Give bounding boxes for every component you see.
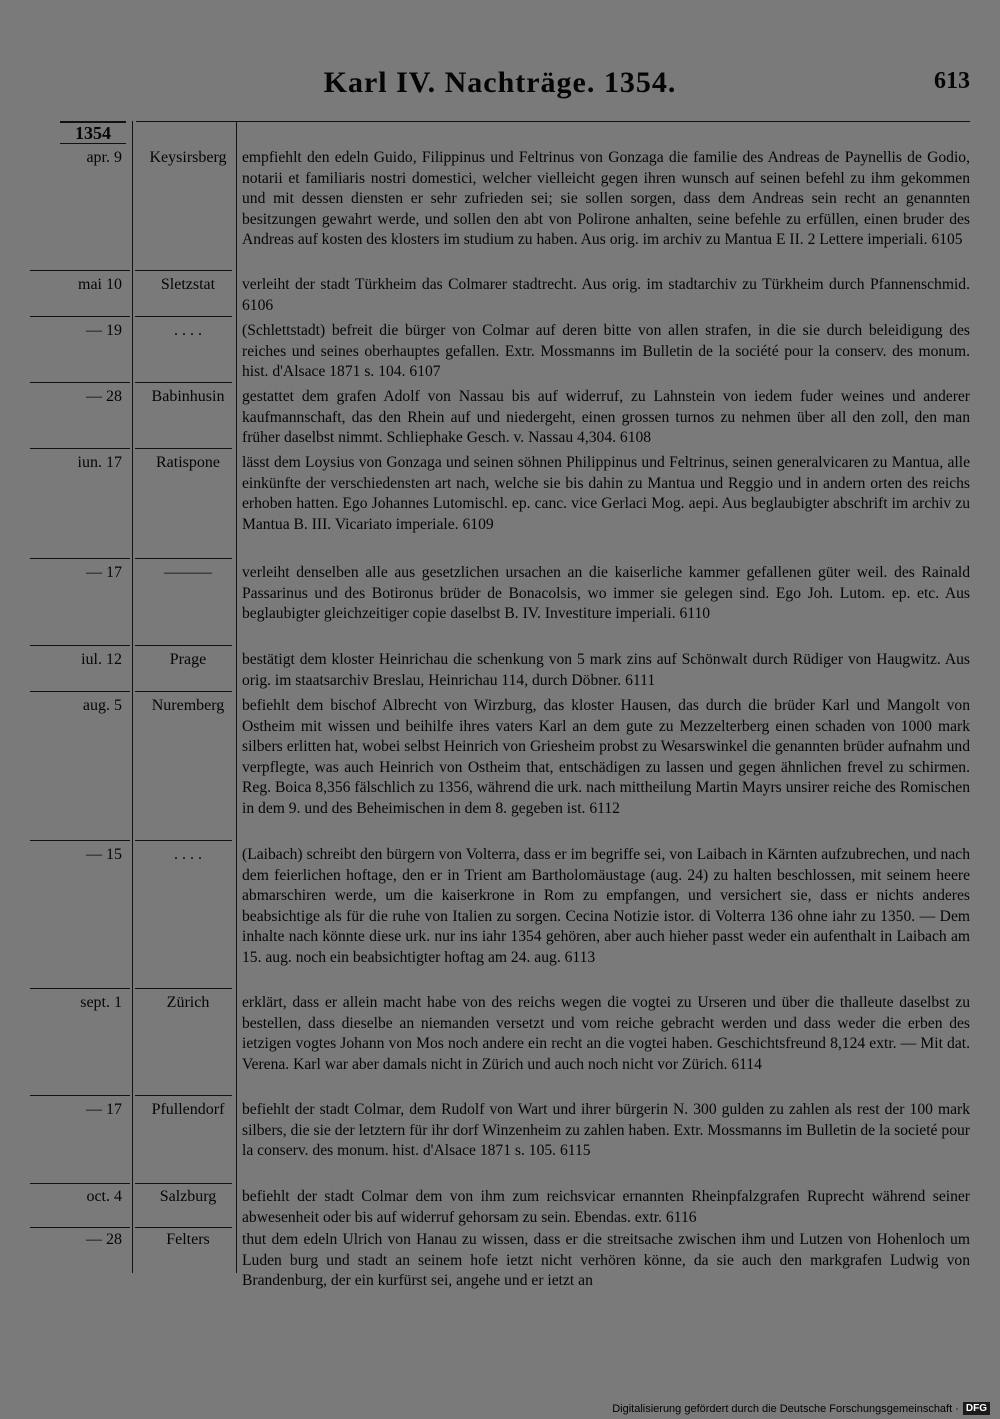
entry-separator — [30, 448, 130, 449]
entry-text: befiehlt dem bischof Albrecht von Wirzburg, das kloster Hausen, das durch die brüder Karl und Mangolt von Ostheim mit wissen und beihilfe ihres vaters Karl an dem gute zu Mezzelterberg einen schaden von 1000 mark silbers erlitten hat, wobei selbst Heinrich von Griesheim probst zu Wesarswinkel die genannten brüder aufnahm und verpflegte, was auch Heinrich von Ostheim that, entschädigen zu lassen und gegen ähnlichen frevel zu schirmen. Reg. Boica 8,356 fälschlich zu 1356, während die urk. nach mittheilung Martin Mayrs unsirer reiche des Romischen in dem 9. und des Beheimischen in dem 8. gegeben ist. 6112 — [242, 697, 970, 817]
entry-date: — 19 — [86, 322, 122, 339]
entry-date: — 17 — [86, 1101, 122, 1118]
entry-text: verleiht der stadt Türkheim das Colmarer stadtrecht. Aus orig. im stadtarchiv zu Türkheim durch Pfannenschmid. 6106 — [242, 276, 970, 314]
entry-place: Felters — [166, 1231, 210, 1248]
column-divider-date — [132, 121, 133, 1273]
entry-separator — [135, 316, 232, 317]
entry-place: Prage — [169, 651, 207, 668]
entry-separator — [135, 988, 232, 989]
entry-place: . . . . — [174, 846, 202, 863]
entry-separator — [135, 645, 232, 646]
entry-separator — [30, 1095, 130, 1096]
entry-text: empfiehlt den edeln Guido, Filippinus und Feltrinus von Gonzaga die familie des Andreas de Paynellis de Godio, notarii et familiaris nostri domestici, welcher vielleicht gegen ihren wunsch auf seinen befehl zu ihm gekommen und mit dessen diensten er sehr zufrieden sei; sie sollen sorgen, dass dem Andreas sein recht an genannten besitzungen gewahrt werde, und sollen den abt von Polirone anhalten, seine befehle zu erfüllen, einen bruder des Andreas auf kosten des klosters im studium zu haben. Aus orig. im archiv zu Mantua E II. 2 Lettere imperiali. 6105 — [242, 149, 970, 248]
entry-separator — [30, 382, 130, 383]
entry-text: (Laibach) schreibt den bürgern von Volterra, dass er im begriffe sei, von Laibach in Kärnten aufzubrechen, und nach dem feierlichen hoftage, den er in Trient am Bartholomäustage (aug. 24) zu halten beschlossen, mit seinem heere abmarschiren werde, um die kaiserkrone in Rom zu empfangen, und versichert sie, dass er nichts anderes beabsichtige als für die ruhe von Italien zu sorgen. Cecina Notizie istor. di Volterra 136 ohne iahr zu 1350. — Dem inhalte nach könnte diese urk. nur ins iahr 1354 gehören, aber auch hieher passt weder ein aufenthalt in Laibach am 15. aug. noch ein beabsichtigter hoftag am 24. aug. 6113 — [242, 846, 970, 966]
entry-place: Nuremberg — [151, 697, 225, 714]
entry-place: Salzburg — [159, 1188, 217, 1205]
entry-separator — [135, 270, 232, 271]
year-heading: 1354 — [60, 121, 126, 144]
entry-separator — [30, 645, 130, 646]
dfg-logo-icon: DFG — [963, 1402, 990, 1415]
entry-text: befiehlt der stadt Colmar, dem Rudolf von Wart und ihrer bürgerin N. 300 gulden zu zahlen als rest der 100 mark silbers, die sie der letztern für ihr dorf Winzenheim zu zahlen haben. Extr. Mossmanns im Bulletin de la societé pour la conserv. des monum. hist. d'Alsace 1871 s. 105. 6115 — [242, 1101, 970, 1159]
entry-text: thut dem edeln Ulrich von Hanau zu wissen, dass er die streitsache zwischen ihm und Lutzen von Hohenloch um Luden burg und stadt an seinem hofe ietzt nicht verhören könne, da sie auch den markgrafen Ludwig von Brandenburg, der ein kurfürst sei, angehe und er ietzt an — [242, 1231, 970, 1289]
entry-separator — [135, 691, 232, 692]
entry-date: — 17 — [86, 564, 122, 581]
entry-separator — [135, 382, 232, 383]
entry-date: — 28 — [86, 1231, 122, 1248]
entry-date: aug. 5 — [82, 697, 122, 714]
entry-separator — [30, 558, 130, 559]
entry-place: ——— — [164, 564, 212, 581]
entry-date: oct. 4 — [86, 1188, 122, 1205]
entry-date: — 15 — [86, 846, 122, 863]
footer-credit — [612, 1402, 990, 1415]
entry-separator — [135, 558, 232, 559]
entry-separator — [135, 1227, 232, 1228]
entry-separator — [30, 1227, 130, 1228]
entry-separator — [30, 691, 130, 692]
entry-text: gestattet dem grafen Adolf von Nassau bis auf widerruf, zu Lahnstein von iedem fuder weines und anderer kaufmannschaft, das den Rhein auf und niedergeht, einen grossen turnos zu nehmen über all den zoll, den man früher daselbst nimmt. Schliephake Gesch. v. Nassau 4,304. 6108 — [242, 388, 970, 446]
entry-text: befiehlt der stadt Colmar dem von ihm zum reichsvicar ernannten Rheinpfalzgrafen Ruprecht während seiner abwesenheit oder bis auf widerruf gehorsam zu sein. Ebendas. extr. 6116 — [242, 1188, 970, 1226]
entry-text: verleiht denselben alle aus gesetzlichen ursachen an die kaiserliche kammer gefallenen güter weil. des Rainald Passarinus und des Botironus brüder de Bonacolsis, wo immer sie gelegen sind. Ego Joh. Lutom. ep. etc. Aus beglaubigter gleichzeitiger copie daselbst B. IV. Investiture imperiali. 6110 — [242, 564, 970, 622]
entry-place: Ratispone — [156, 454, 220, 471]
entry-date: iul. 12 — [81, 651, 122, 668]
entry-date: apr. 9 — [86, 149, 122, 166]
entry-text: (Schlettstadt) befreit die bürger von Colmar auf deren bitte von allen strafen, in die sie durch beleidigung des reiches und seines oberhauptes gefallen. Extr. Mossmanns im Bulletin de la société pour la conserv. des monum. hist. d'Alsace 1871 s. 104. 6107 — [242, 322, 970, 380]
page-number: 613 — [934, 68, 970, 94]
entry-date: iun. 17 — [77, 454, 122, 471]
entry-separator — [30, 988, 130, 989]
entry-place: Zürich — [166, 994, 210, 1011]
footer-text: Digitalisierung gefördert durch die Deutsche Forschungsgemeinschaft · — [612, 1402, 959, 1415]
entry-text: lässt dem Loysius von Gonzaga und seinen söhnen Philippinus und Feltrinus, seinen generalvicaren zu Mantua, alle einkünfte der verschiedensten art nach, welche sie bis dahin zu Mantua und Reggio und in andern orten des reichs erhoben hatten. Ego Johannes Lutomischl. ep. canc. vice Gerlaci Mog. aepi. Aus beglaubigter abschrift im archiv zu Mantua B. III. Vicariato imperiale. 6109 — [242, 454, 970, 533]
page-title: Karl IV. Nachträge. 1354. — [323, 66, 677, 99]
entry-place: Sletzstat — [160, 276, 216, 293]
top-rule — [136, 121, 970, 122]
entry-date: mai 10 — [78, 276, 122, 293]
entry-place: . . . . — [174, 322, 202, 339]
entry-separator — [30, 1183, 130, 1184]
entry-separator — [30, 270, 130, 271]
entry-date: — 28 — [86, 388, 122, 405]
entry-separator — [30, 316, 130, 317]
entry-text: bestätigt dem kloster Heinrichau die schenkung von 5 mark zins auf Schönwalt durch Rüdiger von Haugwitz. Aus orig. im staatsarchiv Breslau, Heinrichau 114, durch Döbner. 6111 — [242, 651, 970, 689]
entry-separator — [135, 1095, 232, 1096]
entry-separator — [135, 840, 232, 841]
entry-separator — [135, 448, 232, 449]
entry-text: erklärt, dass er allein macht habe von des reichs wegen die vogtei zu Urseren und über die thalleute daselbst zu bestellen, dass dieselbe an niemanden versetzt und vom reiche gebracht werden und dass weder die erben des ietzigen vogtes Johann von Mos noch andere ein recht an die vogtei haben. Geschichtsfreund 8,124 extr. — Mit dat. Verena. Karl war aber damals nicht in Zürich und auch noch nicht vor Zürich. 6114 — [242, 994, 970, 1073]
entry-place: Babinhusin — [151, 388, 225, 405]
entry-date: sept. 1 — [80, 994, 122, 1011]
entry-separator — [30, 840, 130, 841]
entry-place: Keysirsberg — [149, 149, 227, 166]
page-header — [0, 66, 1000, 106]
entry-separator — [135, 1183, 232, 1184]
entry-place: Pfullendorf — [151, 1101, 225, 1118]
